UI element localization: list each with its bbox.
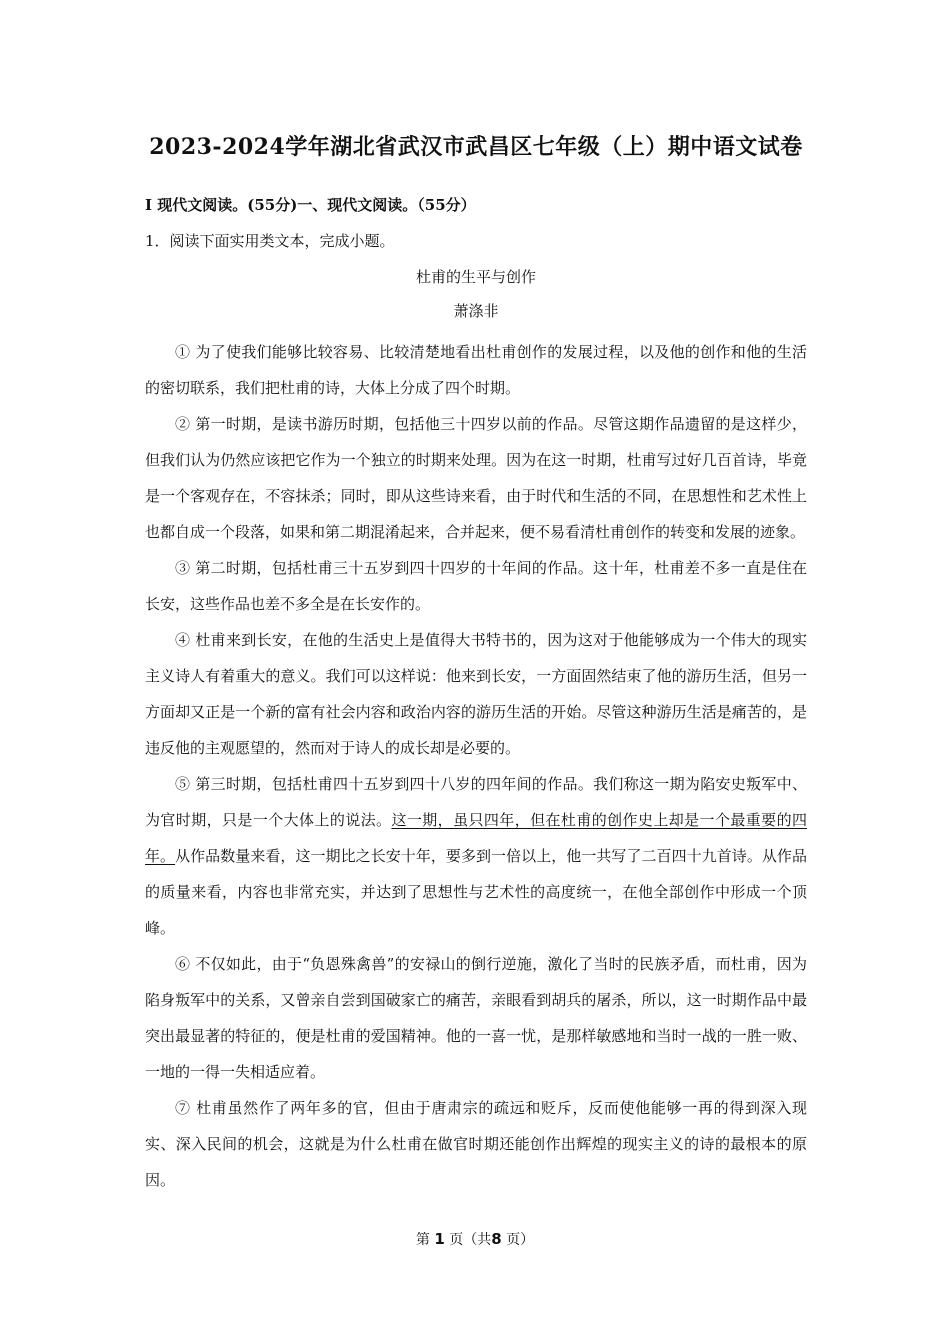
footer-suffix: 页） — [506, 1232, 535, 1248]
paragraph-5-part-b: 从作品数量来看，这一期比之长安十年，要多到一倍以上，他一共写了二百四十九首诗。从作品的质量来看，内容也非常充实，并达到了思想性与艺术性的高度统一，在他全部创作中形成一个顶峰。 — [145, 847, 807, 937]
paragraph-6: ⑥ 不仅如此，由于“负恩殊禽兽”的安禄山的倒行逆施，激化了当时的民族矛盾，而杜甫，因为陷身叛军中的关系，又曾亲自尝到国破家亡的痛苦，亲眼看到胡兵的屠杀，所以，这一时期作品中最突出最显著的特征的，便是杜甫的爱国精神。他的一喜一忧，是那样敏感地和当时一战的一胜一败、一地的一得一失相适应着。 — [145, 955, 807, 1081]
section-heading: Ⅰ 现代文阅读。(55分)一、现代文阅读。（55分） — [145, 196, 476, 214]
footer-middle: 页（共 — [449, 1232, 492, 1248]
article-title: 杜甫的生平与创作 — [415, 268, 536, 286]
underlined-sentence: 这一期，虽只四年，但在杜甫的创作史上却是一个最重要的四年。 — [145, 811, 807, 865]
exam-title: 2023-2024学年湖北省武汉市武昌区七年级（上）期中语文试卷 — [149, 134, 803, 160]
article-author: 萧涤非 — [453, 302, 499, 320]
paragraph-5-part-a: ⑤ 第三时期，包括杜甫四十五岁到四十八岁的四年间的作品。我们称这一期为陷安史叛军中、为官时期，只是一个大体上的说法。 — [145, 775, 807, 829]
page-total: 8 — [491, 1230, 502, 1248]
paragraph-7: ⑦ 杜甫虽然作了两年多的官，但由于唐肃宗的疏远和贬斥，反而使他能够一再的得到深入现实、深入民间的机会，这就是为什么杜甫在做官时期还能创作出辉煌的现实主义的诗的最根本的原因。 — [145, 1099, 807, 1189]
paragraph-5 — [145, 766, 807, 946]
page-number: 1 — [434, 1230, 445, 1248]
paragraph-4: ④ 杜甫来到长安，在他的生活史上是值得大书特书的，因为这对于他能够成为一个伟大的现实主义诗人有着重大的意义。我们可以这样说：他来到长安，一方面固然结束了他的游历生活，但另一方面却又正是一个新的富有社会内容和政治内容的游历生活的开始。尽管这种游历生活是痛苦的，是违反他的主观愿望的，然而对于诗人的成长却是必要的。 — [145, 631, 807, 757]
footer-prefix: 第 — [415, 1232, 430, 1248]
paragraph-1: ① 为了使我们能够比较容易、比较清楚地看出杜甫创作的发展过程，以及他的创作和他的生活的密切联系，我们把杜甫的诗，大体上分成了四个时期。 — [145, 343, 807, 397]
question-1-prompt: 1．阅读下面实用类文本，完成小题。 — [145, 232, 395, 250]
paragraph-3: ③ 第二时期，包括杜甫三十五岁到四十四岁的十年间的作品。这十年，杜甫差不多一直是住在长安，这些作品也差不多全是在长安作的。 — [145, 559, 807, 613]
paragraph-2: ② 第一时期，是读书游历时期，包括他三十四岁以前的作品。尽管这期作品遗留的是这样少，但我们认为仍然应该把它作为一个独立的时期来处理。因为在这一时期，杜甫写过好几百首诗，毕竟是一个客观存在，不容抹杀；同时，即从这些诗来看，由于时代和生活的不同，在思想性和艺术性上也都自成一个段落，如果和第二期混淆起来，合并起来，便不易看清杜甫创作的转变和发展的迹象。 — [145, 415, 807, 541]
page-footer — [0, 1228, 950, 1251]
document-page — [145, 130, 807, 1198]
